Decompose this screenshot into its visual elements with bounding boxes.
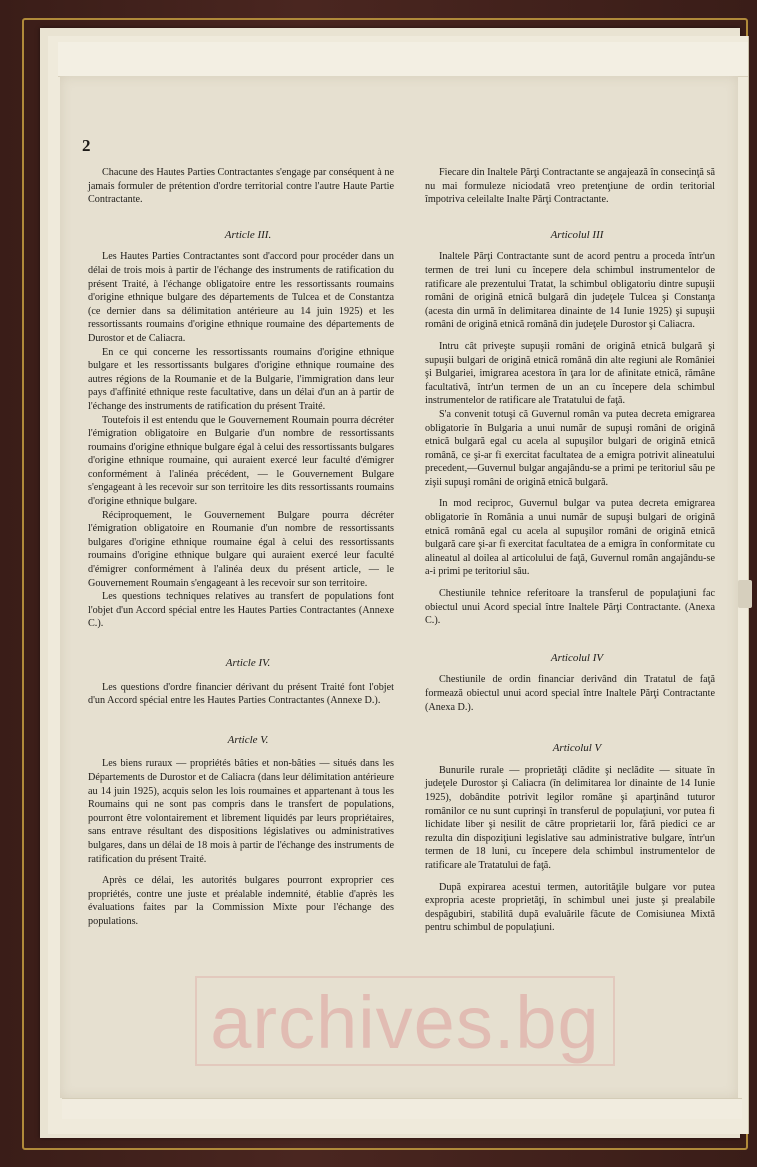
ro-intro: Fiecare din Inaltele Părţi Contractante se angajează în consecinţă să nu mai formuleze niciodată vreo pretenţiune de ordin teritorial împotriva celeilalte Inalte Părţi Contractante. [425,167,715,206]
ro-a3-p3: S'a convenit totuşi că Guvernul român va putea decreta emigrarea obligatorie în Bulgaria a unui număr de supuşi români de origină etnică bulgară egal cu acela al supuşilor bulgari de origină etnică română, ce şi-ar fi exercitat facultatea de a emigra potrivit alineatului precedent,—Guvernul bulgar angajându-se a primi pe teritoriul său pe zişii supuşi români de origină etnică bulgară. [425,408,715,488]
fr-a3-p3: Toutefois il est entendu que le Gouvernement Roumain pourra décréter l'émigration obligatoire en Bulgarie d'un nombre de ressortissants roumains d'origine ethnique bulgare égal à celui des ressortissants bulgares d'origine ethnique roumaine, qui auraient exercé leur faculté d'émigrer conformément à l'alinéa précédent, — le Gouvernement Bulgare s'engageant à les recevoir sur son territoire les dits ressortissants roumains d'origine ethnique bulgare. [88,414,394,508]
bottom-page-edge [62,1098,742,1119]
top-page-edge [58,42,748,77]
ro-a5-p1: Bunurile rurale — proprietăţi clădite şi neclădite — situate în judeţele Durostor şi Caliacra (în delimitarea lor dinainte de 14 Iunie 1925), dobândite potrivit legilor române şi aparţinând tuturor românilor ce nu sunt cuprinşi în transferul de populaţiuni, vor putea fi lichidate liber şi nesilit de către proprietarii lor, fără piedici ce ar rezulta din dispoziţiuni legislative sau administrative bulgare, într'un termen de 18 luni, cu începere dela schimbul instrumentelor de ratificare ale Tratatului de faţă. [425,764,715,871]
fr-a5-p2: Après ce délai, les autorités bulgares pourront exproprier ces propriétés, contre une juste et préalable indemnité, établie d'après les évaluations faites par la Commission Mixte pour l'échange des populations. [88,875,394,927]
fr-a4-p1: Les questions d'ordre financier dérivant du présent Traité font l'objet d'un Accord spécial entre les Hautes Parties Contractantes (Annexe D.). [88,681,394,707]
fr-a3-p5: Les questions techniques relatives au transfert de populations font l'objet d'un Accord spécial entre les Hautes Parties Contractantes (Annexe C.). [88,591,394,630]
page-number: 2 [82,136,91,155]
fr-article-5-heading: Article V. [227,733,269,746]
ro-a3-p4: In mod reciproc, Guvernul bulgar va putea decreta emigrarea obligatorie în România a unui număr de supuşi bulgari de origină etnică română egal cu acela al supuşilor români de origină etnică bulgară care şi-ar fi exercitat facultatea de a emigra în conformitate cu alineatul al doilea al articolului de faţă, Guvernul român angajându-se a-i primi pe teritoriul său. [425,498,715,578]
romanian-column [425,166,715,935]
archives-watermark: archives.bg [195,976,615,1066]
ro-a4-p1: Chestiunile de ordin financiar derivând din Tratatul de faţă formează obiectul unui acord special între Inaltele Părţi Contractante (Anexa D.). [425,674,715,713]
french-column [88,166,394,929]
ro-article-3-heading: Articolul III [550,228,604,241]
ro-a3-p5: Chestiunile tehnice referitoare la transferul de populaţiuni fac obiectul unui Acord special între Inaltele Părţi Contractante. (Anexa C.). [425,588,715,627]
fr-a3-p1: Les Hautes Parties Contractantes sont d'accord pour procéder dans un délai de trois mois à partir de l'échange des instruments de ratification du présent Traité, à l'échange obligatoire entre les ressortissants roumains d'origine ethnique bulgare des départements de Tulcea et de Constantza (ce dernier dans sa délimitation antérieure au 14 juin 1925) et les ressortissants roumains d'origine ethnique roumaine des départements de Durostor et de Caliacra. [88,251,394,344]
ro-article-4-heading: Articolul IV [550,651,604,664]
ro-a3-p1: Inaltele Părţi Contractante sunt de acord pentru a proceda într'un termen de trei luni cu începere dela schimbul instrumentelor de ratificare ale prezentului Tratat, la schimbul obligatoriu dintre supuşii români de origină etnică bulgară din judeţele Tulcea şi Constanţa (acesta din urmă în delimitarea dinainte de 14 Iunie 1925) şi supuşii români de origină etnică română din judeţele Durostor şi Caliacra. [425,251,715,331]
fr-intro: Chacune des Hautes Parties Contractantes s'engage par conséquent à ne jamais formuler de prétention d'ordre territorial contre l'autre Haute Partie Contractante. [88,167,394,206]
ro-article-5-heading: Articolul V [552,742,602,755]
ro-a3-p2: Intru cât priveşte supuşii români de origină etnică bulgară şi supuşii bulgari de origină etnică română din alte regiuni ale României şi Bulgariei, imigrarea acestora în ţara lor de afinitate etnică, rămâne facultativă, într'un termen de un an cu începere dela schimbul instrumentelor de ratificare ale Tratatului de faţă. [425,340,715,407]
fr-article-4-heading: Article IV. [225,657,271,669]
fr-a3-p2: En ce qui concerne les ressortissants roumains d'origine ethnique bulgare et les ressortissants bulgares d'origine ethnique roumaine des autres régions de la Roumanie et de la Bulgarie, l'immigration dans leur pays d'affinité ethnique reste facultative, dans un délai d'un an à partir de l'échange des instruments de ratification du présent Traité. [88,346,394,412]
ro-a5-p2: După expirarea acestui termen, autorităţile bulgare vor putea expropria aceste proprietăţi, în schimbul unei juste şi prealabile despăgubiri, stabilită după evaluările făcute de Comisiunea Mixtă pentru schimbul de populaţiuni. [425,881,715,934]
document-page [60,76,738,1098]
fr-a5-p1: Les biens ruraux — propriétés bâties et non-bâties — situés dans les Départements de Durostor et de Caliacra (dans leur délimitation antérieure au 14 juin 1925), acquis selon les lois roumaines et appartenant à tous les Roumains qui ne sont pas compris dans le transfert de populations, pourront être volontairement et librement liquidés par leurs propriétaires, sans entrave résultant des dispositions législatives ou administratives bulgares, dans un délai de 18 mois à partir de l'échange des instruments de ratification du présent Traité. [88,758,394,865]
fr-a3-p4: Réciproquement, le Gouvernement Bulgare pourra décréter l'émigration obligatoire en Roumanie d'un nombre de ressortissants bulgares d'origine ethnique roumaine égal à celui des ressortissants roumains d'origine ethnique bulgare qui auraient exercé leur faculté d'émigrer conformément à l'alinéa deux du présent article, — le Gouvernement Roumain s'engageant à les recevoir sur son territoire. [88,509,394,589]
page-clip [738,580,752,608]
fr-article-3-heading: Article III. [224,228,272,241]
